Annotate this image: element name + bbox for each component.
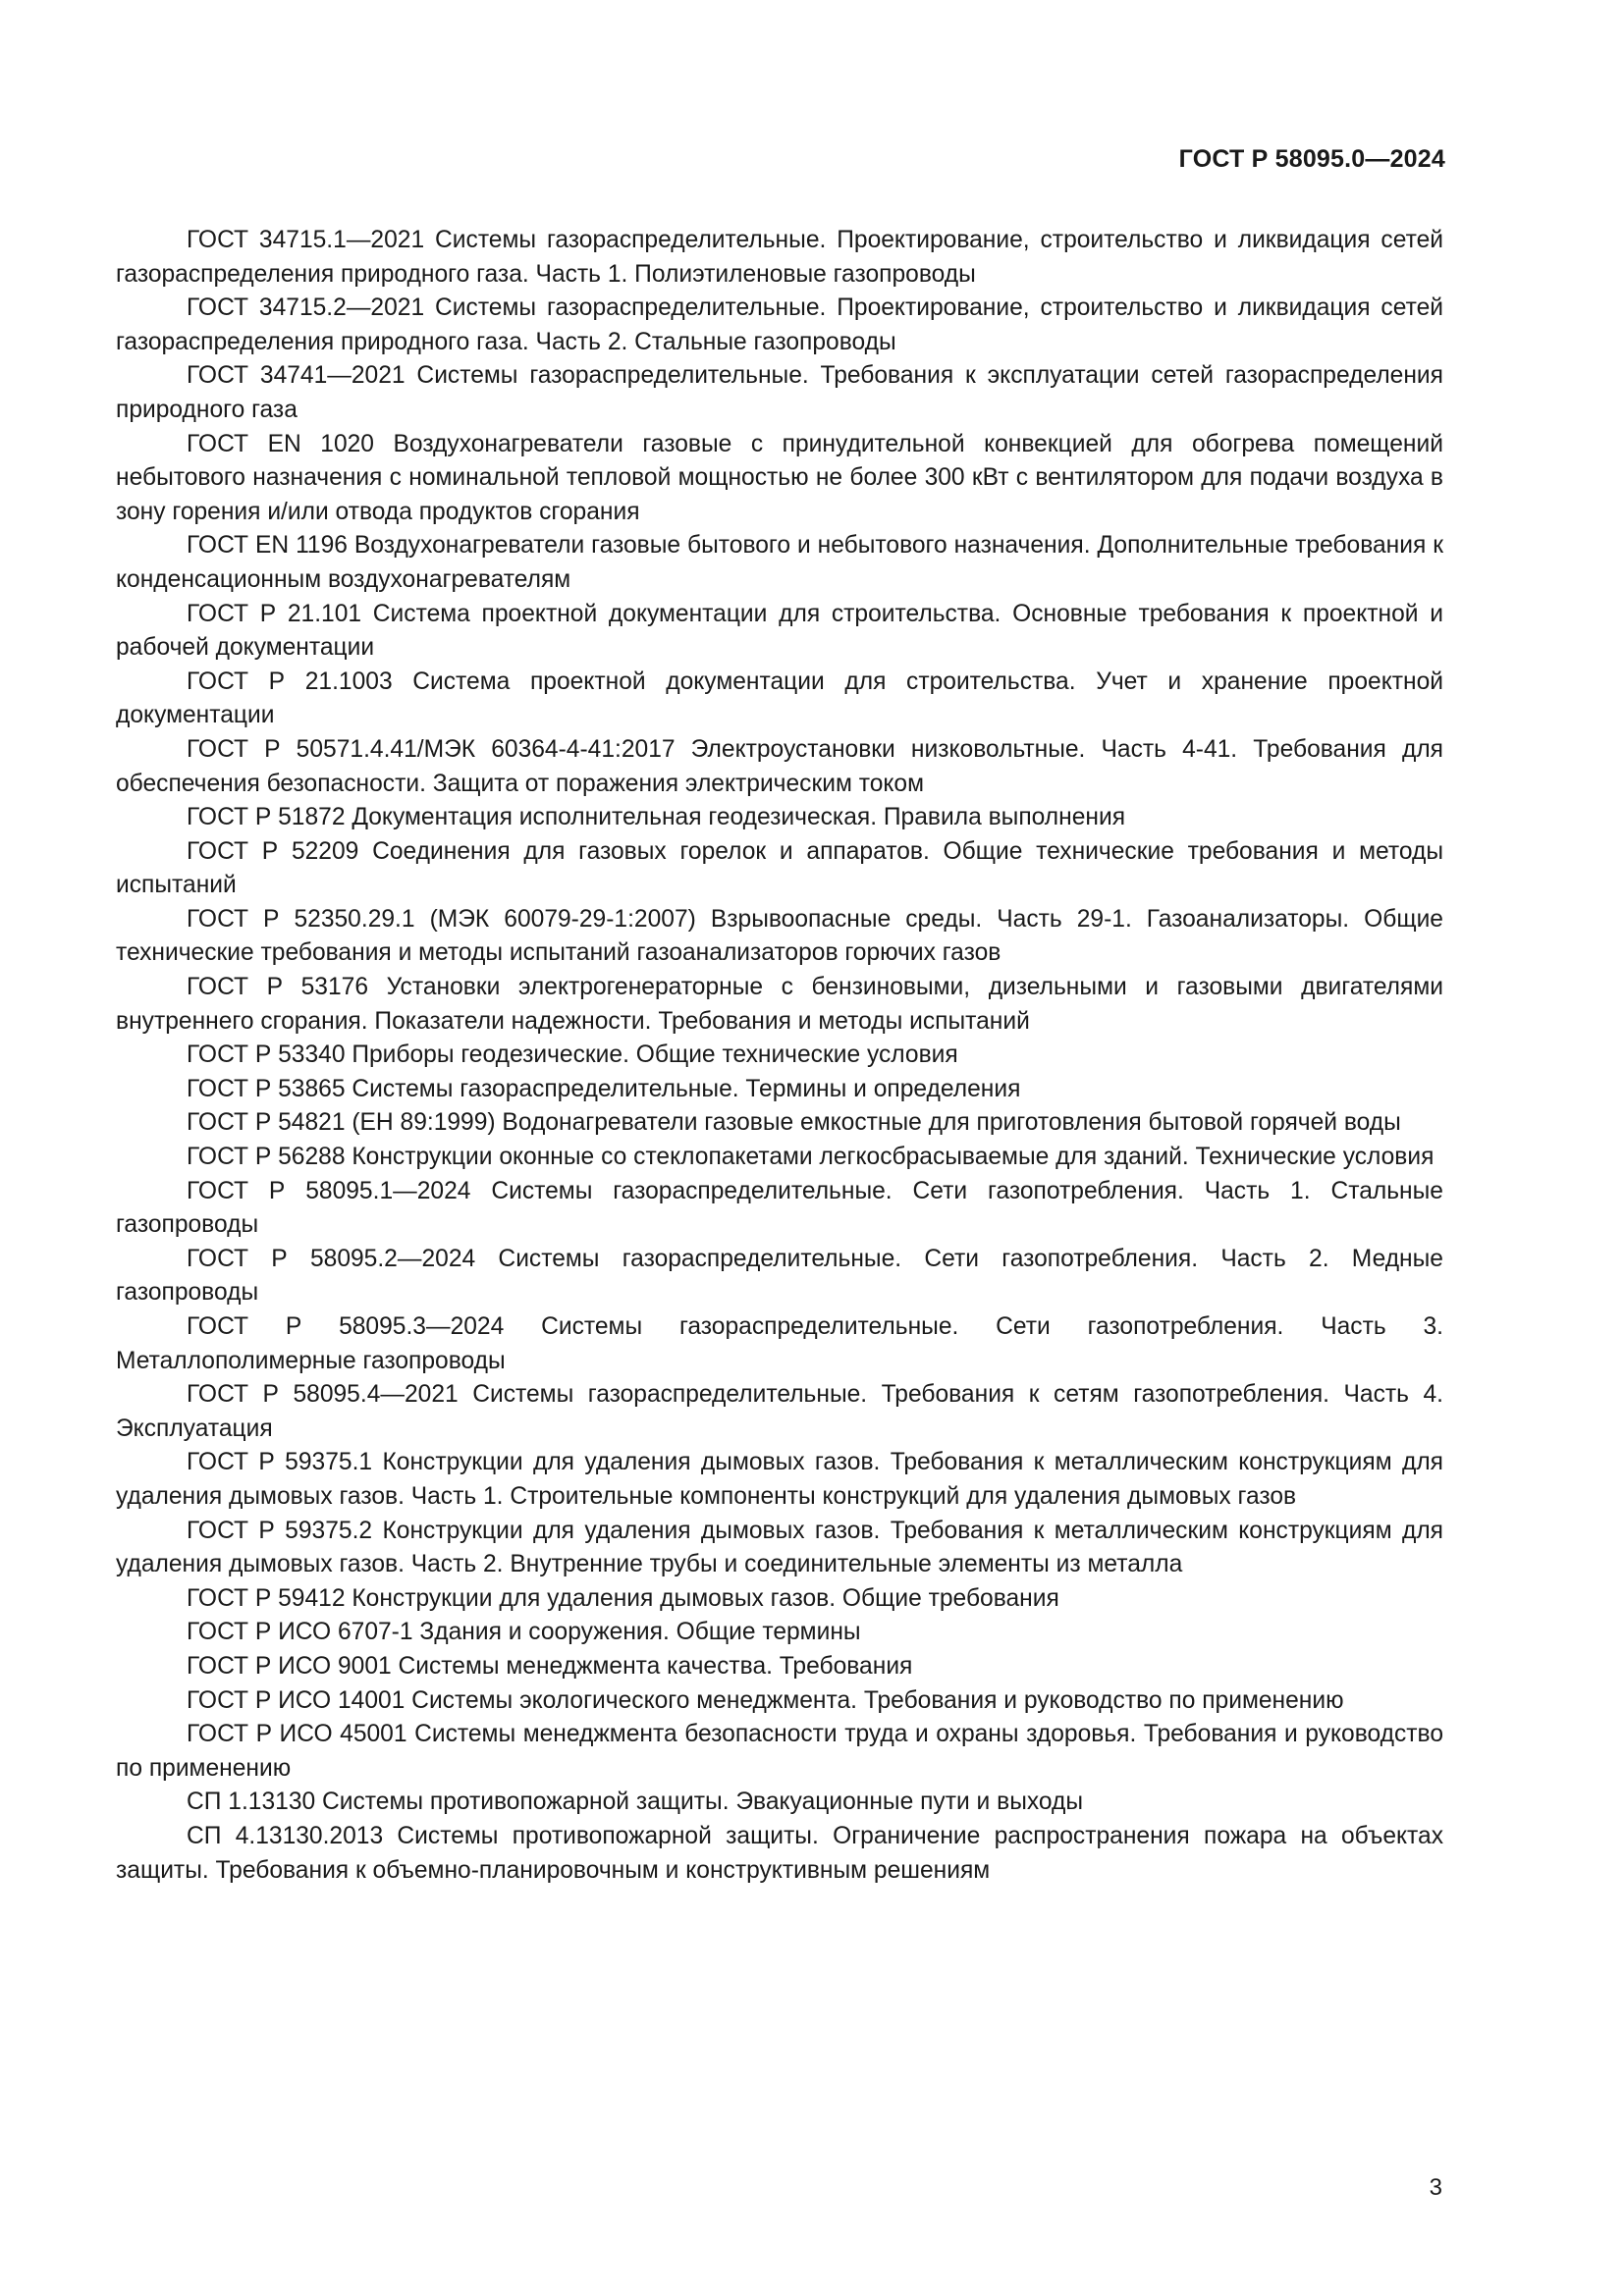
reference-item: ГОСТ Р 53176 Установки электрогенераторные с бензиновыми, дизельными и газовыми двигателями внутреннего сгорания. Показатели надежности. Требования и методы испытаний (116, 974, 1443, 1035)
reference-item: ГОСТ Р ИСО 45001 Системы менеджмента безопасности труда и охраны здоровья. Требования и руководство по применению (116, 1721, 1443, 1782)
reference-item: ГОСТ Р 59375.2 Конструкции для удаления дымовых газов. Требования к металлическим конструкциям для удаления дымовых газов. Часть 2. Внутренние трубы и соединительные элементы из металла (116, 1517, 1443, 1578)
reference-item: ГОСТ Р 21.1003 Система проектной документации для строительства. Учет и хранение проектной документации (116, 667, 1443, 729)
reference-item: ГОСТ 34715.1—2021 Системы газораспределительные. Проектирование, строительство и ликвидация сетей газораспределения природного газа. Часть 1. Полиэтиленовые газопроводы (116, 227, 1443, 288)
reference-item: ГОСТ Р 58095.2—2024 Системы газораспределительные. Сети газопотребления. Часть 2. Медные газопроводы (116, 1245, 1443, 1307)
reference-item: ГОСТ EN 1196 Воздухонагреватели газовые бытового и небытового назначения. Дополнительные требования к конденсационным воздухонагревателям (116, 532, 1443, 593)
reference-item: ГОСТ Р ИСО 6707-1 Здания и сооружения. Общие термины (187, 1619, 861, 1646)
reference-item: СП 1.13130 Системы противопожарной защиты. Эвакуационные пути и выходы (187, 1789, 1084, 1816)
references-list (116, 224, 1443, 1888)
reference-item: ГОСТ Р 50571.4.41/МЭК 60364-4-41:2017 Электроустановки низковольтные. Часть 4-41. Требования для обеспечения безопасности. Защита от поражения электрическим током (116, 735, 1443, 797)
reference-item: ГОСТ 34741—2021 Системы газораспределительные. Требования к эксплуатации сетей газораспределения природного газа (116, 362, 1443, 423)
reference-item: ГОСТ Р 58095.4—2021 Системы газораспределительные. Требования к сетям газопотребления. Часть 4. Эксплуатация (116, 1381, 1443, 1442)
reference-item: ГОСТ Р 58095.3—2024 Системы газораспределительные. Сети газопотребления. Часть 3. Металлополимерные газопроводы (116, 1313, 1443, 1374)
reference-item: ГОСТ Р 53865 Системы газораспределительные. Термины и определения (187, 1075, 1021, 1102)
reference-item: ГОСТ Р 56288 Конструкции оконные со стеклопакетами легкосбрасываемые для зданий. Технические условия (187, 1144, 1435, 1171)
reference-item: ГОСТ EN 1020 Воздухонагреватели газовые с принудительной конвекцией для обогрева помещений небытового назначения с номинальной тепловой мощностью не более 300 кВт с вентилятором для подачи воздуха в зону горения и/или отвода продуктов сгорания (116, 430, 1443, 525)
reference-item: ГОСТ Р 59375.1 Конструкции для удаления дымовых газов. Требования к металлическим конструкциям для удаления дымовых газов. Часть 1. Строительные компоненты конструкций для удаления дымовых газов (116, 1449, 1443, 1510)
reference-item: ГОСТ Р 59412 Конструкции для удаления дымовых газов. Общие требования (187, 1584, 1059, 1612)
reference-item: ГОСТ Р 21.101 Система проектной документации для строительства. Основные требования к проектной и рабочей документации (116, 600, 1443, 662)
reference-item: СП 4.13130.2013 Системы противопожарной защиты. Ограничение распространения пожара на объектах защиты. Требования к объемно-планировочным и конструктивным решениям (116, 1822, 1443, 1884)
document-header-id: ГОСТ Р 58095.0—2024 (1178, 145, 1445, 173)
reference-item: ГОСТ Р 51872 Документация исполнительная геодезическая. Правила выполнения (187, 804, 1126, 831)
page-number: 3 (1429, 2174, 1442, 2201)
reference-item: ГОСТ Р ИСО 14001 Системы экологического менеджмента. Требования и руководство по применению (187, 1686, 1344, 1714)
reference-item: ГОСТ Р 58095.1—2024 Системы газораспределительные. Сети газопотребления. Часть 1. Стальные газопроводы (116, 1177, 1443, 1239)
reference-item: ГОСТ Р 54821 (ЕН 89:1999) Водонагреватели газовые емкостные для приготовления бытовой горячей воды (187, 1109, 1401, 1137)
reference-item: ГОСТ Р 52350.29.1 (МЭК 60079-29-1:2007) Взрывоопасные среды. Часть 29-1. Газоанализаторы. Общие технические требования и методы испытаний газоанализаторов горючих газов (116, 905, 1443, 967)
reference-item: ГОСТ 34715.2—2021 Системы газораспределительные. Проектирование, строительство и ликвидация сетей газораспределения природного газа. Часть 2. Стальные газопроводы (116, 294, 1443, 355)
reference-item: ГОСТ Р 53340 Приборы геодезические. Общие технические условия (187, 1041, 958, 1069)
reference-item: ГОСТ Р ИСО 9001 Системы менеджмента качества. Требования (187, 1652, 913, 1680)
reference-item: ГОСТ Р 52209 Соединения для газовых горелок и аппаратов. Общие технические требования и методы испытаний (116, 837, 1443, 899)
